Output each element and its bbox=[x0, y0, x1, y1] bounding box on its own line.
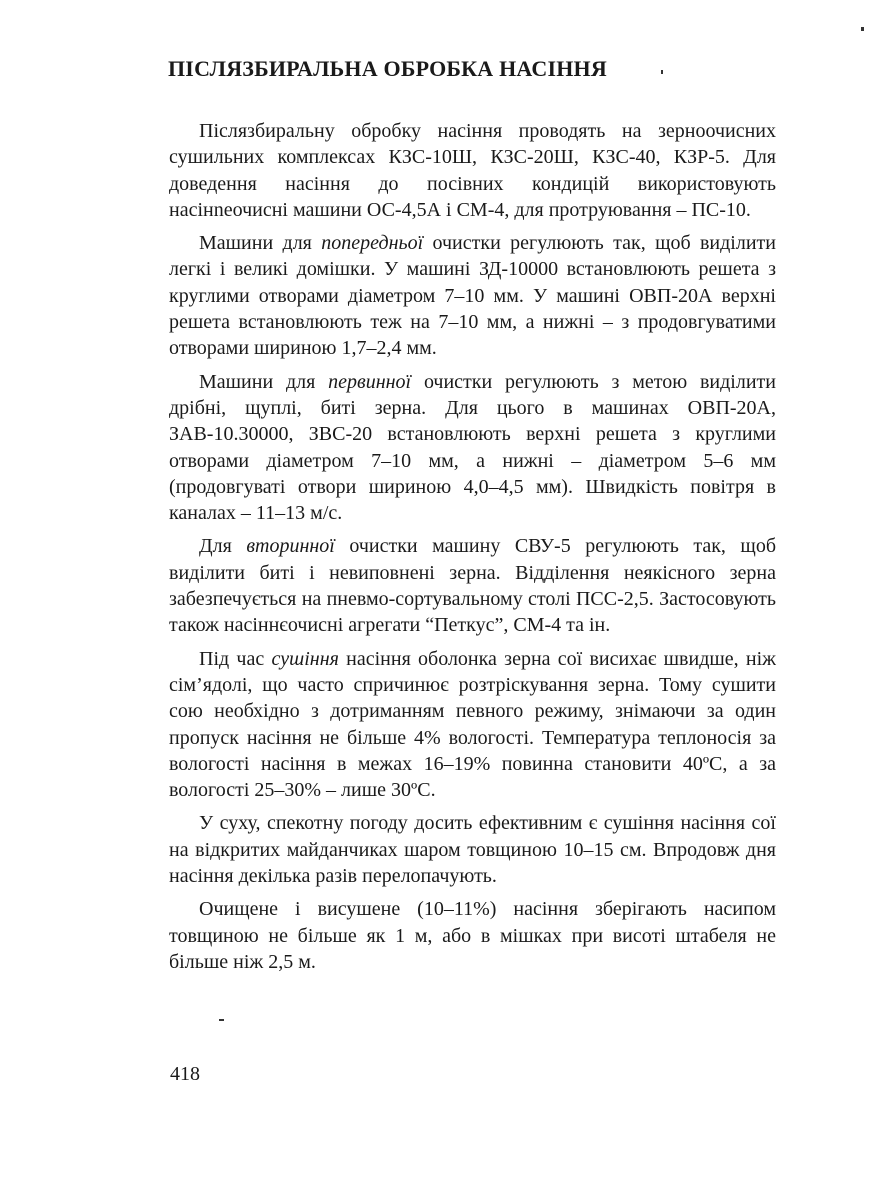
text-run: насіння оболонка зерна сої висихає швидше, ніж сім’ядолі, що часто спричинює розтріскування зерна. Тому сушити сою необхідно з дотриманням певного режиму, знімаючи за один пропуск насіння не більше 4% вологості. Температура теплоносія за вологості насіння в межах 16–19% повинна становити 40ºС, а за вологості 25–30% – лише 30ºС. bbox=[169, 647, 776, 802]
text-run: Для bbox=[199, 535, 247, 558]
paragraph bbox=[169, 810, 776, 889]
scan-speck bbox=[861, 27, 864, 31]
paragraph bbox=[169, 369, 776, 527]
scan-speck bbox=[661, 70, 663, 74]
emphasized-term: вторинної bbox=[246, 535, 335, 558]
text-run: Очищене і висушене (10–11%) насіння зберігають насипом товщиною не більше як 1 м, або в мішках при висоті штабеля не більше ніж 2,5 м. bbox=[169, 898, 776, 973]
paragraph bbox=[169, 230, 776, 361]
scan-speck bbox=[219, 1019, 224, 1021]
emphasized-term: сушіння bbox=[271, 647, 339, 670]
text-run: У суху, спекотну погоду досить ефективним є сушіння насіння сої на відкритих майданчиках шаром товщиною 10–15 см. Впродовж дня насіння декілька разів перелопачують. bbox=[169, 812, 776, 888]
emphasized-term: первинної bbox=[328, 370, 412, 393]
page-number: 418 bbox=[170, 1063, 200, 1085]
paragraph bbox=[169, 896, 776, 975]
text-run: Під час bbox=[199, 647, 272, 670]
text-run: Післязбиральну обробку насіння проводять на зерноочисних сушильних комплексах КЗС-10Ш, КЗС-20Ш, КЗС-40, КЗР-5. Для доведення насіння до посівних кондицій використовують насінneочисні машини ОС-4,5А і СМ-4, для протруювання – ПС-10. bbox=[169, 120, 776, 221]
paragraph bbox=[169, 118, 776, 223]
text-run: очистки регулюють так, щоб виділити легкі і великі домішки. У машині ЗД-10000 встановлюють решета з круглими отворами діаметром 7–10 мм. У машині ОВП-20А верхні решета встановлюють теж на 7–10 мм, а нижні – з продовгуватими отворами шириною 1,7–2,4 мм. bbox=[169, 232, 776, 360]
text-run: очистки машину СВУ-5 регулюють так, щоб виділити биті і невиповнені зерна. Відділення неякісного зерна забезпечується на пневмо-сортувальному столі ПСС-2,5. Застосовують також насіннєочисні агрегати “Петкус”, СМ-4 та ін. bbox=[169, 535, 776, 637]
emphasized-term: попередньої bbox=[321, 232, 424, 255]
body-text bbox=[169, 118, 776, 975]
page-heading: ПІСЛЯЗБИРАЛЬНА ОБРОБКА НАСІННЯ bbox=[168, 56, 607, 81]
paragraph bbox=[169, 646, 776, 804]
text-run: Машини для bbox=[199, 370, 329, 393]
text-run: Машини для bbox=[199, 232, 322, 255]
text-run: очистки регулюють з метою виділити дрібні, щуплі, биті зерна. Для цього в машинах ОВП-20А, ЗАВ-10.30000, ЗВС-20 встановлюють верхні решета з круглими отворами діаметром 7–10 мм, а нижні – діаметром 5–6 мм (продовгуваті отвори шириною 4,0–4,5 мм). Швидкість повітря в каналах – 11–13 м/с. bbox=[169, 370, 776, 525]
paragraph bbox=[169, 533, 776, 638]
